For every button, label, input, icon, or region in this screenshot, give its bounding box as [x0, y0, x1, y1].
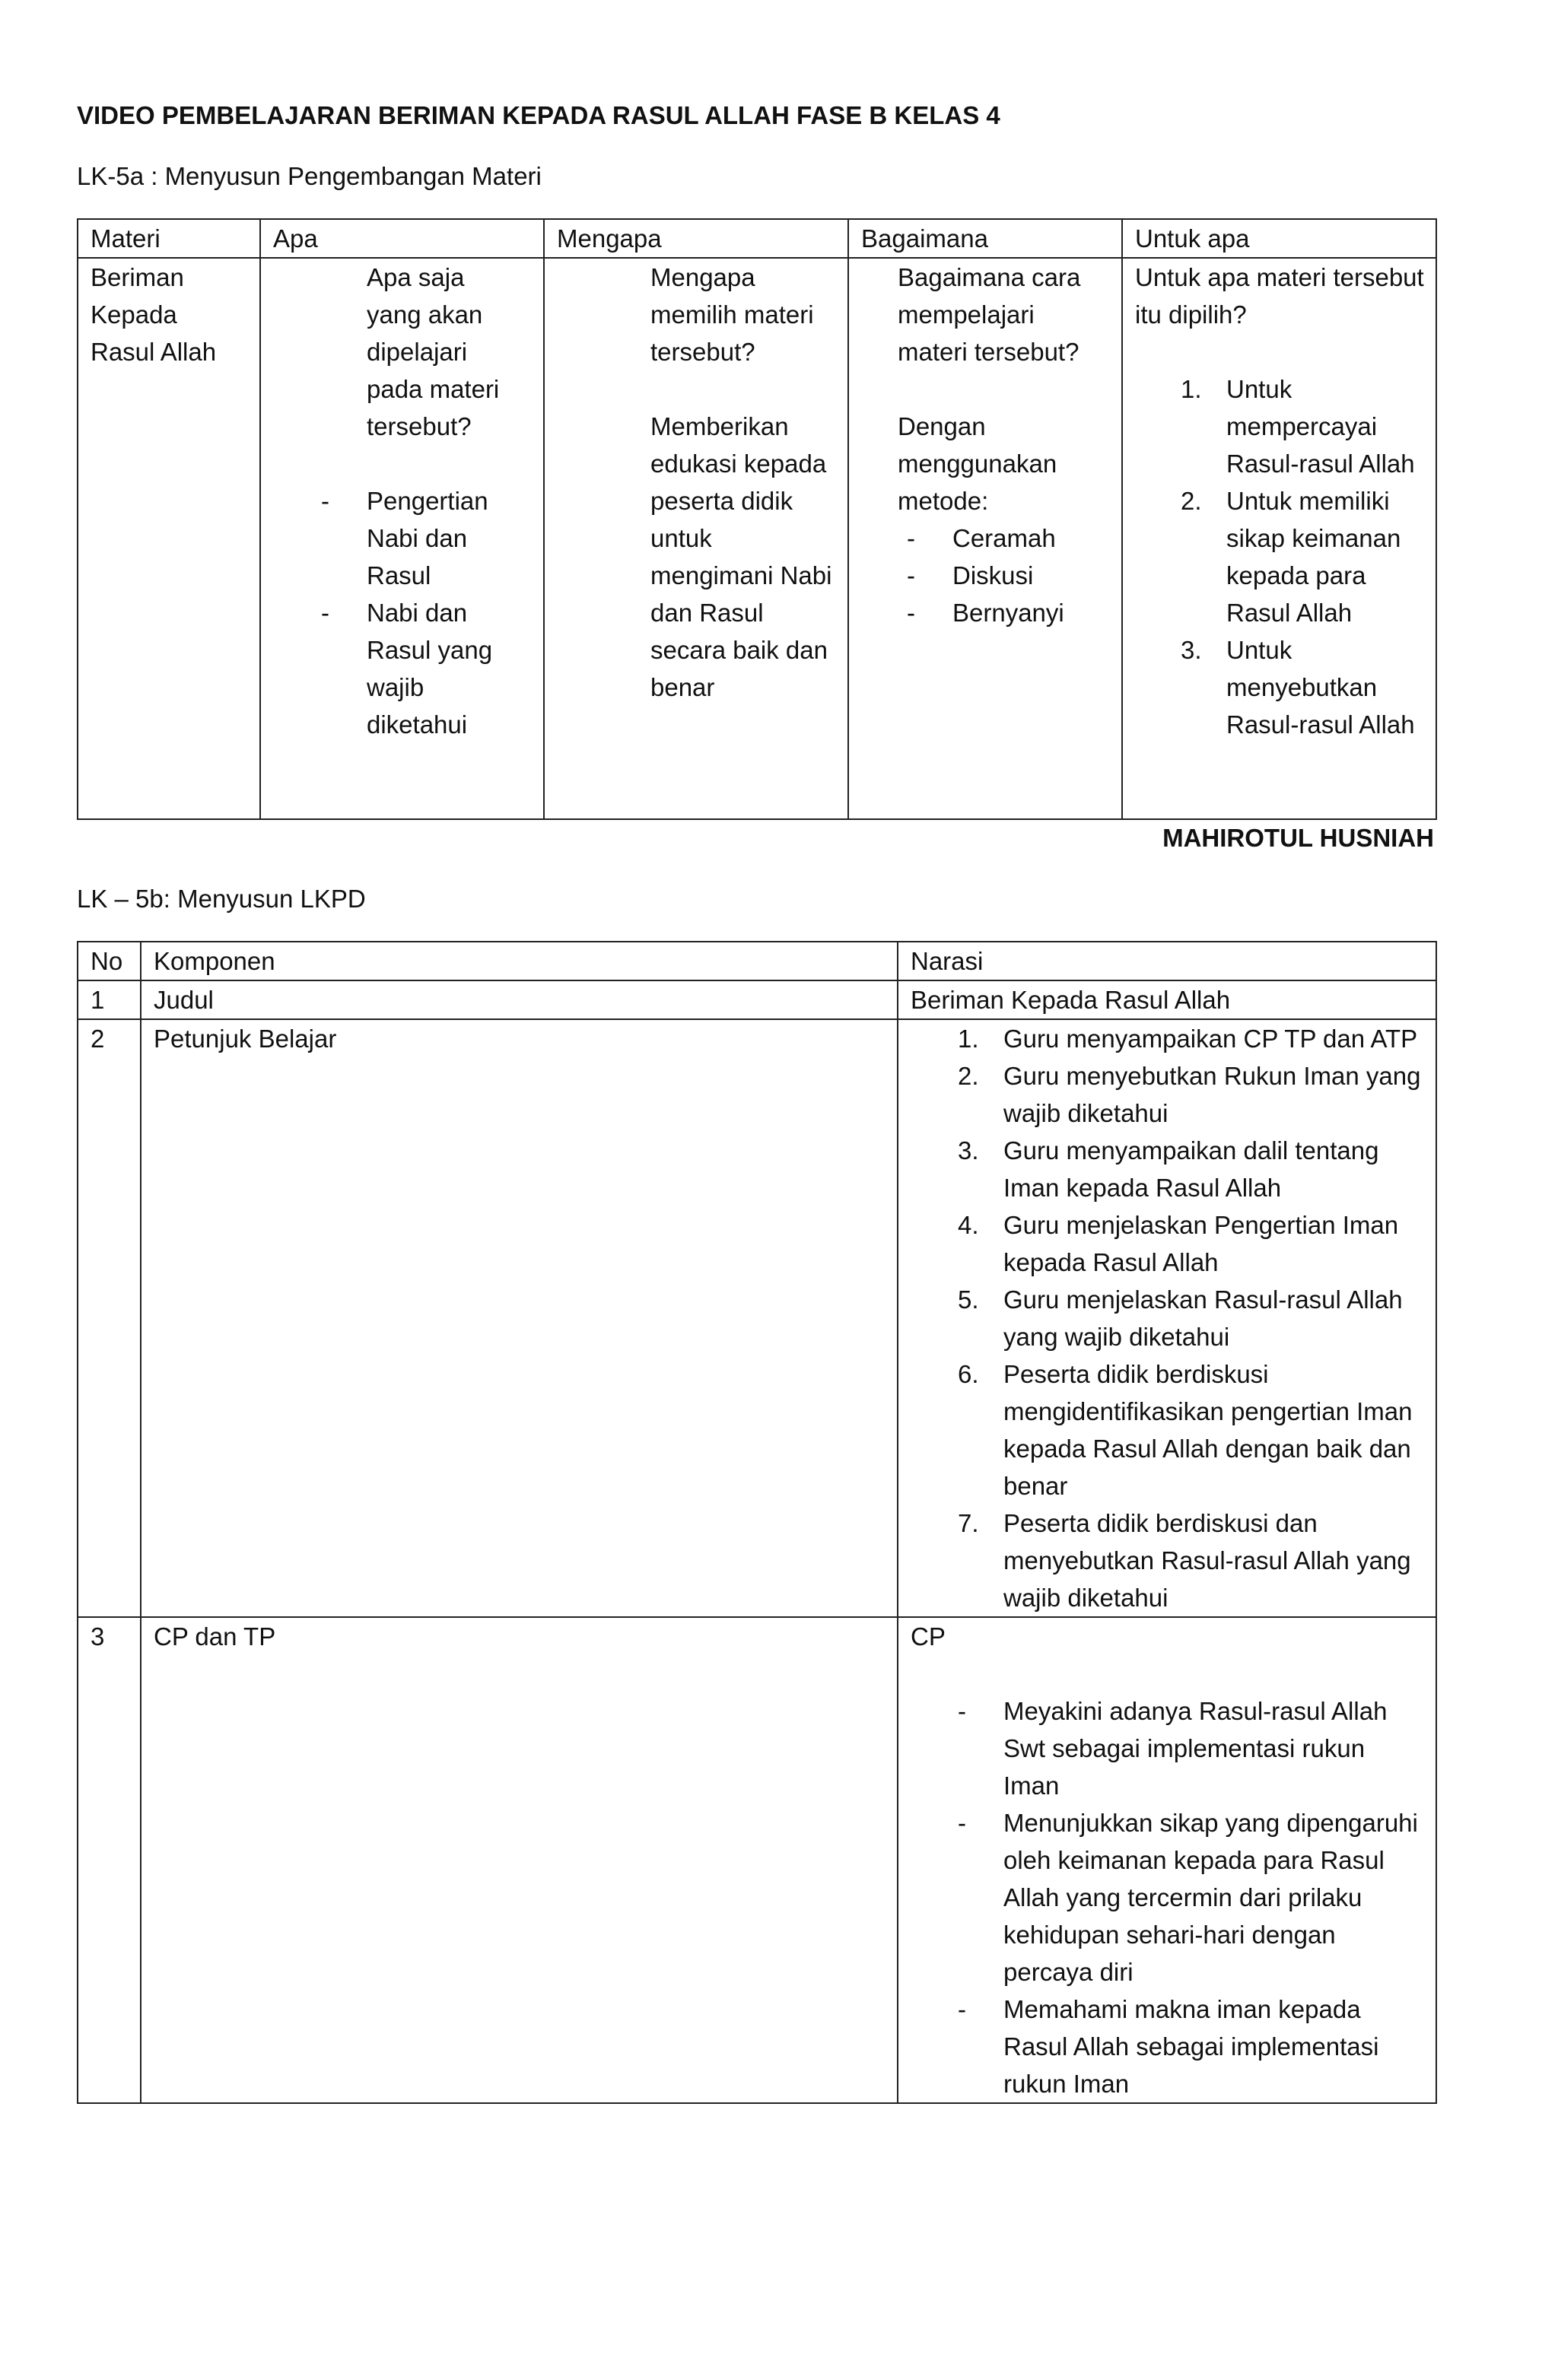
- cp-list: [911, 1692, 1425, 2102]
- bagaimana-intro: Dengan menggunakan metode:: [898, 412, 1057, 515]
- table-row: [78, 1617, 1436, 2103]
- row-narasi: Beriman Kepada Rasul Allah: [898, 980, 1436, 1019]
- apa-question: Apa saja yang akan dipelajari pada materi tersebut?: [367, 263, 500, 440]
- petunjuk-list: [958, 1020, 1425, 1616]
- apa-list: [321, 482, 522, 743]
- list-item: - Memahami makna iman kepada Rasul Allah sebagai implementasi rukun Iman: [958, 1995, 1379, 2098]
- document-title: VIDEO PEMBELAJARAN BERIMAN KEPADA RASUL ALLAH FASE B KELAS 4: [77, 101, 1000, 129]
- cell-bagaimana: [848, 258, 1122, 819]
- bagaimana-item: - Bernyanyi: [907, 599, 1064, 627]
- mengapa-question: Mengapa memilih materi tersebut?: [650, 263, 814, 366]
- list-item: - Menunjukkan sikap yang dipengaruhi oleh keimanan kepada para Rasul Allah yang tercermin dari prilaku kehidupan sehari-hari dengan percaya diri: [958, 1809, 1418, 1986]
- cell-materi: [78, 258, 260, 819]
- list-item: 2. Guru menyebutkan Rukun Iman yang wajib diketahui: [958, 1062, 1421, 1127]
- table-row: [78, 1019, 1436, 1617]
- cell-apa: [260, 258, 544, 819]
- cp-heading: CP: [911, 1622, 946, 1651]
- apa-item: - Pengertian Nabi dan Rasul: [321, 487, 488, 589]
- lk5a-header-row: [78, 219, 1436, 258]
- row-komponen: CP dan TP: [141, 1617, 898, 2103]
- lk5b-label: LK – 5b: Menyusun LKPD: [77, 885, 366, 913]
- row-komponen: Judul: [141, 980, 898, 1019]
- mengapa-answer: Memberikan edukasi kepada peserta didik untuk mengimani Nabi dan Rasul secara baik dan benar: [650, 412, 832, 701]
- untuk-apa-item: 2. Untuk memiliki sikap keimanan kepada para Rasul Allah: [1181, 487, 1401, 627]
- row-narasi: [898, 1617, 1436, 2103]
- lk5a-table: [77, 218, 1437, 820]
- list-item: 5. Guru menjelaskan Rasul-rasul Allah yang wajib diketahui: [958, 1285, 1403, 1351]
- bagaimana-item: - Ceramah: [907, 524, 1056, 552]
- header-bagaimana: Bagaimana: [848, 219, 1122, 258]
- untuk-apa-item: 3. Untuk menyebutkan Rasul-rasul Allah: [1181, 636, 1415, 739]
- untuk-apa-item: 1. Untuk mempercayai Rasul-rasul Allah: [1181, 375, 1415, 478]
- cell-mengapa: [544, 258, 848, 819]
- lk5b-header-row: [78, 942, 1436, 980]
- apa-item: - Nabi dan Rasul yang wajib diketahui: [321, 599, 493, 739]
- lk5a-label: LK-5a : Menyusun Pengembangan Materi: [77, 162, 542, 190]
- row-no: 2: [78, 1019, 141, 1617]
- list-item: 3. Guru menyampaikan dalil tentang Iman kepada Rasul Allah: [958, 1136, 1379, 1202]
- row-narasi: [898, 1019, 1436, 1617]
- table-row: [78, 980, 1436, 1019]
- list-item: 4. Guru menjelaskan Pengertian Iman kepada Rasul Allah: [958, 1211, 1399, 1276]
- author-name: MAHIROTUL HUSNIAH: [1162, 824, 1434, 852]
- cell-untuk-apa: [1122, 258, 1436, 819]
- bagaimana-list: [907, 520, 1111, 631]
- untuk-apa-list: [1135, 370, 1428, 743]
- bagaimana-item: - Diskusi: [907, 561, 1034, 589]
- row-no: 3: [78, 1617, 141, 2103]
- bagaimana-question: Bagaimana cara mempelajari materi tersebut?: [898, 263, 1081, 366]
- lk5a-content-row: [78, 258, 1436, 819]
- header-materi: Materi: [78, 219, 260, 258]
- list-item: 7. Peserta didik berdiskusi dan menyebutkan Rasul-rasul Allah yang wajib diketahui: [958, 1509, 1411, 1612]
- row-no: 1: [78, 980, 141, 1019]
- list-item: - Meyakini adanya Rasul-rasul Allah Swt sebagai implementasi rukun Iman: [958, 1697, 1388, 1800]
- untuk-apa-question: Untuk apa materi tersebut itu dipilih?: [1135, 263, 1424, 329]
- header-untuk-apa: Untuk apa: [1122, 219, 1436, 258]
- lk5b-table: [77, 941, 1437, 2104]
- row-komponen: Petunjuk Belajar: [141, 1019, 898, 1617]
- list-item: 1. Guru menyampaikan CP TP dan ATP: [958, 1025, 1418, 1053]
- header-no: No: [78, 942, 141, 980]
- materi-text: Beriman Kepada Rasul Allah: [91, 263, 217, 366]
- header-apa: Apa: [260, 219, 544, 258]
- header-komponen: Komponen: [141, 942, 898, 980]
- header-mengapa: Mengapa: [544, 219, 848, 258]
- header-narasi: Narasi: [898, 942, 1436, 980]
- list-item: 6. Peserta didik berdiskusi mengidentifikasikan pengertian Iman kepada Rasul Allah dengan baik dan benar: [958, 1360, 1413, 1500]
